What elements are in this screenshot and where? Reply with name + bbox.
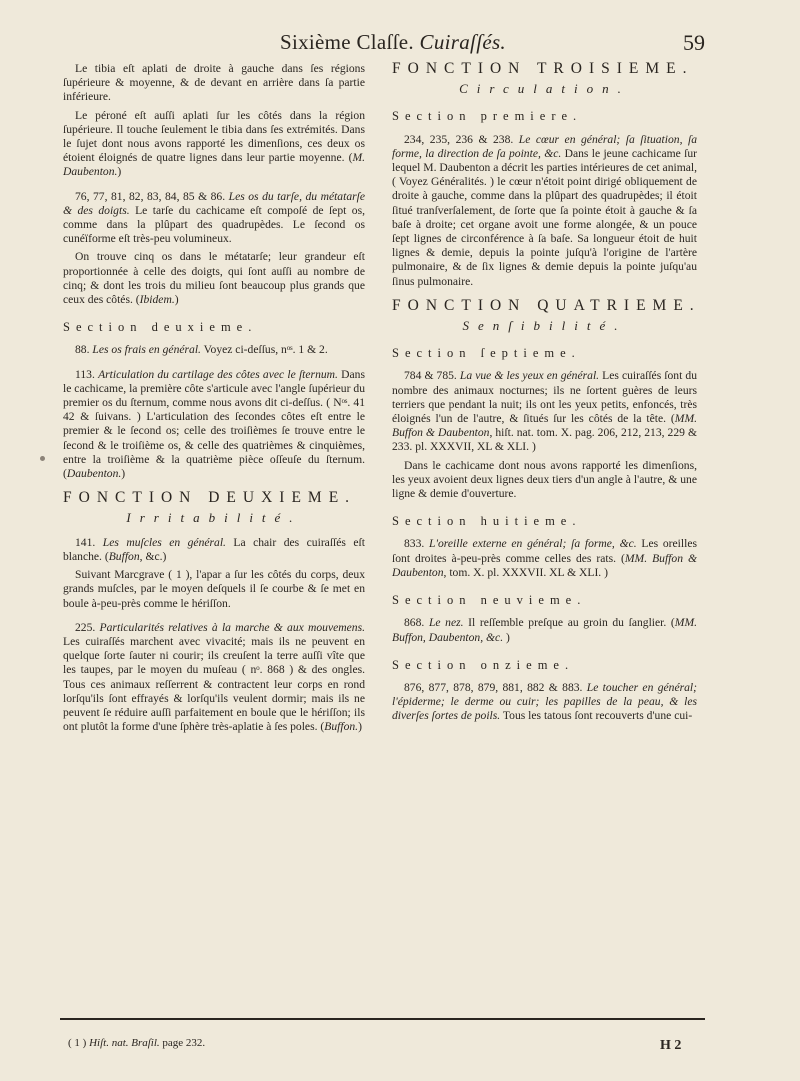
article-numbers: 76, 77, 81, 82, 83, 84, 85 & 86. xyxy=(75,189,226,203)
subtitle-irritabilite: Irritabilité. xyxy=(126,510,302,526)
section-heading-huitieme: Section huitieme. xyxy=(392,514,582,529)
paragraph-perone: Le péroné eſt auſſi aplati ſur les côtés dans la région ſupérieure. Il touche ſeulement le tibia dans ſes extrémités. Dans le ſujet dont nous avons rapporté les dimenſions, ces deux os étoient éloignés de quatre lignes dans leur partie moyenne. (M. Daubenton.) xyxy=(63,108,365,179)
article-title: L'oreille externe en général; ſa forme, &c. xyxy=(429,537,637,551)
reference: MM. Buffon, Daubenton, &c. xyxy=(392,616,697,644)
page-number: 59 xyxy=(683,30,705,55)
running-title-roman: Sixième Claſſe. xyxy=(280,30,414,54)
paragraph-tarse: 76, 77, 81, 82, 83, 84, 85 & 86. Les os du tarſe, du métatarſe & des doigts. Le tarſe du cachicame eſt compoſé de ſept os, comme dans la plûpart des quadrupèdes. Le ſecond os cunéïforme eſt très-peu volumineux. xyxy=(63,189,366,246)
running-header xyxy=(60,30,705,60)
article-title: Les os du tarſe, du métatarſe & des doigts. xyxy=(63,189,366,217)
article-title: Le nez. xyxy=(428,616,464,630)
right-column xyxy=(392,60,701,728)
article-title: Les muſcles en général. xyxy=(102,535,226,549)
paragraph-oreille: 833. L'oreille externe en général; ſa forme, &c. Les oreilles ſont droites à-peu-près comme celles des rats. (MM. Buffon & Daubenton, tom. X. pl. XXXVII. XL & XLI. ) xyxy=(392,537,697,579)
footnote-marker: ( 1 ) xyxy=(68,1037,87,1049)
paragraph-os-frais: 88. Les os frais en général. Voyez ci-deſſus, nᵒˢ. 1 & 2. xyxy=(75,343,328,357)
ink-speck xyxy=(40,456,45,461)
paragraph-toucher: 876, 877, 878, 879, 881, 882 & 883. Le toucher en général; l'épiderme; le derme ou cuir; les papilles de la peau, & les diverſes ſortes de poils. Tous les tatous ſont recouverts d'une cui- xyxy=(392,680,697,723)
reference: MM. Buffon & Daubenton xyxy=(392,551,697,579)
reference: Buffon xyxy=(108,549,140,563)
section-heading-onzieme: Section onzieme. xyxy=(392,657,575,672)
footnote xyxy=(68,1037,205,1049)
article-title: Le toucher en général; l'épiderme; le derme ou cuir; les papilles de la peau, & les diverſes ſortes de poils. xyxy=(392,680,697,723)
paragraph-tibia: Le tibia eſt aplati de droite à gauche dans ſes régions ſupérieure & moyenne, & de devant en arrière dans ſa partie inférieure. xyxy=(63,62,365,104)
running-title-italic: Cuiraſſés. xyxy=(419,30,506,54)
fonction-heading-quatrieme: FONCTION QUATRIEME. xyxy=(392,296,701,314)
article-title: Particularités relatives à la marche & aux mouvemens. xyxy=(99,620,365,634)
paragraph-yeux: Dans le cachicame dont nous avons rapporté les dimenſions, les yeux avoient deux lignes deux tiers d'un angle à l'autre, & une ligne & demie d'ouverture. xyxy=(392,458,697,501)
section-heading-neuvieme: Section neuvieme. xyxy=(392,593,587,608)
fonction-heading-deuxieme: FONCTION DEUXIEME. xyxy=(63,489,357,507)
footnote-page: page 232. xyxy=(162,1037,206,1049)
section-heading-premiere: Section premiere. xyxy=(392,109,583,124)
section-heading-deuxieme: Section deuxieme. xyxy=(63,320,258,335)
paragraph-muscles: 141. Les muſcles en général. La chair des cuiraſſés eſt blanche. (Buffon, &c.) xyxy=(63,535,365,563)
article-title: Les os frais en général. xyxy=(92,343,201,357)
left-column xyxy=(63,62,365,738)
paragraph-vue: 784 & 785. La vue & les yeux en général. Les cuiraſſés ſont du nombre des animaux nocturnes; ils ne ſortent guères de leurs terriers que pendant la nuit; ils ont les yeux petits, enfoncés, très éloignés l'un de l'autre, & ſitués ſur les côtés de la tête. (MM. Buffon & Daubenton, hiſt. nat. tom. X. pag. 206, 212, 213, 229 & 233. pl. XXXVII, XL & XLI. ) xyxy=(392,369,697,454)
paragraph-nez: 868. Le nez. Il reſſemble preſque au groin du ſanglier. (MM. Buffon, Daubenton, &c. ) xyxy=(392,616,697,644)
paragraph-metatarse: On trouve cinq os dans le métatarſe; leur grandeur eſt proportionnée à celle des doigts, qui ſont auſſi au nombre de cinq; & dont les trois du milieu ſont beaucoup plus grands que ceux des côtés. (Ibidem.) xyxy=(63,250,365,307)
subtitle-sensibilite: Senſibilité. xyxy=(462,318,627,334)
footnote-source: Hiſt. nat. Braſil. xyxy=(89,1037,160,1049)
reference: M. Daubenton. xyxy=(63,151,365,179)
paragraph-coeur: 234, 235, 236 & 238. Le cœur en général; ſa ſituation, ſa forme, la direction de ſa pointe, &c. Dans le jeune cachicame ſur lequel M. Daubenton a décrit les parties intérieures de cet animal, ( Voyez Généralités. ) le cœur n'étoit point dirigé obliquement de droite à gauche, comme dans la plûpart des quadrupèdes; il étoit ſitué tranſverſalement, de ſorte que ſa pointe étoit à gauche & ſa baſe à droite; cet organe avoit une forme alongée, & un pouce ſept lignes de circonférence à ſa baſe. Sa longueur étoit de huit lignes & demie, depuis la pointe juſqu'à l'origine de l'artère pulmonaire, & de ſix lignes & demie depuis la pointe juſqu'au ſinus pulmonaire. xyxy=(392,132,697,288)
article-title: Le cœur en général; ſa ſituation, ſa forme, la direction de ſa pointe, &c. xyxy=(392,132,697,160)
footnote-rule xyxy=(60,1018,705,1020)
printer-signature: H 2 xyxy=(660,1038,682,1053)
paragraph-marcgrave: Suivant Marcgrave ( 1 ), l'apar a ſur les côtés du corps, deux grands muſcles, par le moyen deſquels il ſe courbe & ſe met en boule à-peu-près comme le hériſſon. xyxy=(63,568,365,610)
paragraph-articulation: 113. Articulation du cartilage des côtes avec le ſternum. Dans le cachicame, la première côte s'articule avec l'angle ſupérieur du premier os du ſternum, comme nous avons dit ci-deſſus. ( Nᵒˢ. 41 42 & ſuivans. ) L'articulation des ſecondes côtes eſt entre le premier & le ſecond os; celle des troiſièmes ſe trouve entre le ſecond & le troiſième os, & celle des quatrièmes & cinquièmes, entre la troiſième & la quatrième pièce oſſeuſe du ſternum. (Daubenton.) xyxy=(63,367,365,481)
section-heading-septieme: Section ſeptieme. xyxy=(392,346,581,361)
reference: Daubenton. xyxy=(66,467,122,481)
article-title: Articulation du cartilage des côtes avec le ſternum. xyxy=(98,367,338,381)
reference: MM. Buffon & Daubenton xyxy=(392,412,697,440)
reference: Buffon. xyxy=(324,720,359,734)
reference: Ibidem. xyxy=(139,293,175,307)
running-title xyxy=(280,30,506,55)
paragraph-marche: 225. Particularités relatives à la marche & aux mouvemens. Les cuiraſſés marchent avec vivacité; mais ils ne peuvent en quelque ſorte ſauter ni courir; ils creuſent la terre auſſi vîte que les taupes, par le moyen du muſeau ( nᵒ. 868 ) & des ongles. Tous ces animaux reſſerrent & contractent leur corps en rond lorſqu'ils ſont effrayés & lorſqu'ils veulent dormir; mais ils ne peuvent ſe réduire auſſi parfaitement en boule que le hériſſon; ils ont plutôt la forme d'une ſphère très-aplatie à ſes poles. (Buffon.) xyxy=(63,620,365,734)
subtitle-circulation: Circulation. xyxy=(459,81,630,97)
fonction-heading-troisieme: FONCTION TROISIEME. xyxy=(392,60,694,77)
article-title: La vue & les yeux en général. xyxy=(459,369,600,383)
